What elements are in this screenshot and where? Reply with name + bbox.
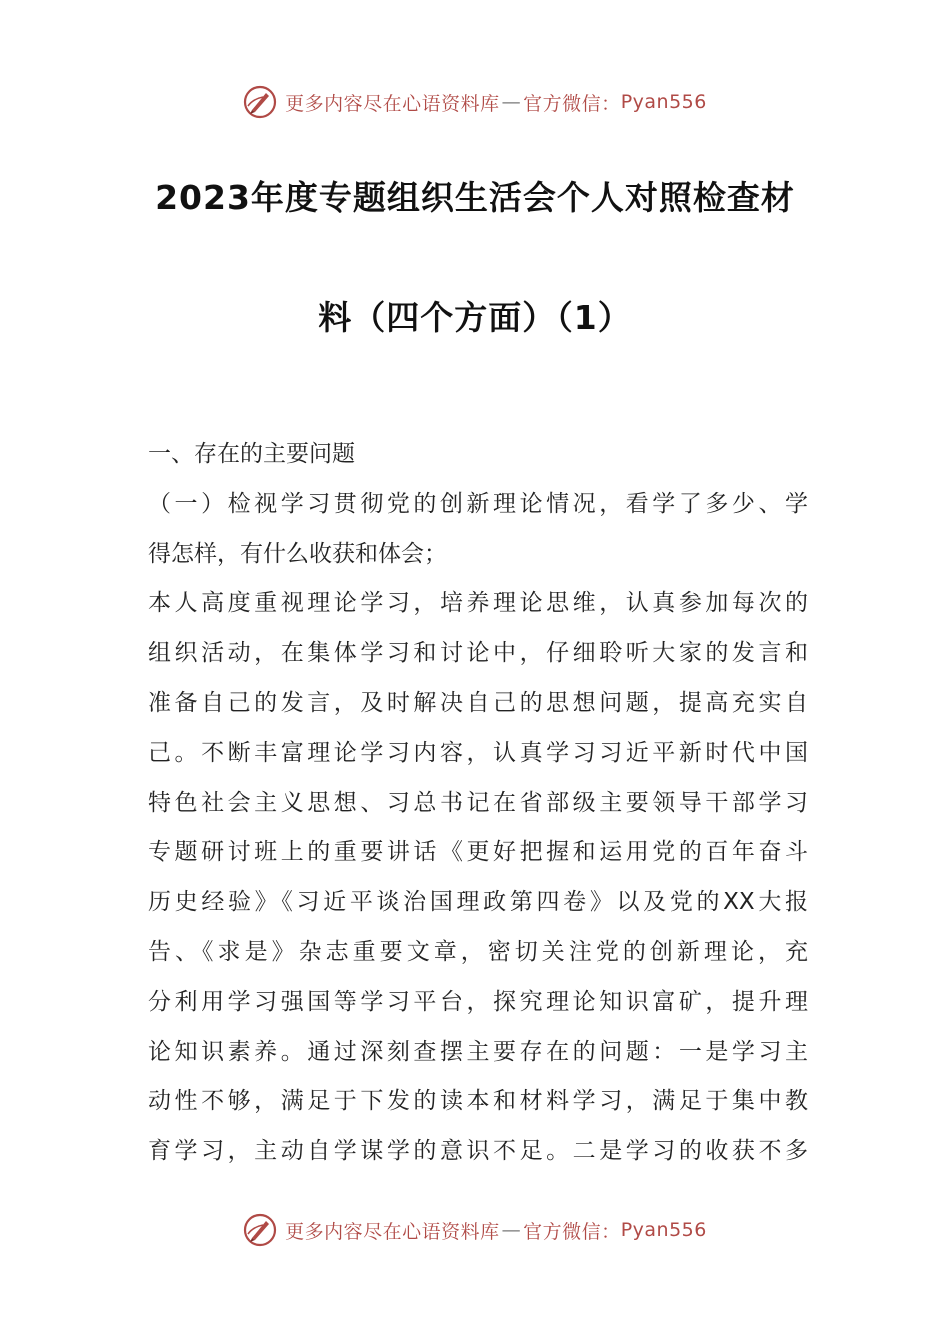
body-line: 告、《求是》杂志重要文章，密切关注党的创新理论，充: [148, 938, 808, 965]
body-line: （一）检视学习贯彻党的创新理论情况，看学了多少、学: [148, 490, 808, 517]
body-line: 历史经验》《习近平谈治国理政第四卷》以及党的XX大报: [148, 889, 808, 916]
body-line: 论知识素养。通过深刻查摆主要存在的问题：一是学习主: [148, 1038, 808, 1065]
body-line: 己。不断丰富理论学习内容，认真学习习近平新时代中国: [148, 739, 808, 766]
body-line: 准备自己的发言，及时解决自己的思想问题，提高充实自: [148, 689, 808, 716]
watermark-account: Pyan556: [620, 1219, 707, 1241]
watermark-site: 更多内容尽在心语资料库: [285, 1220, 500, 1243]
watermark-footer: [0, 1208, 950, 1252]
document-title-line-1: 2023年度专题组织生活会个人对照检查材: [155, 178, 795, 217]
document-body: [148, 430, 808, 1177]
body-line: 组织活动，在集体学习和讨论中，仔细聆听大家的发言和: [148, 640, 808, 667]
body-line: 本人高度重视理论学习，培养理论思维，认真参加每次的: [148, 590, 808, 617]
watermark-separator: —: [501, 1219, 522, 1241]
body-line: 动性不够，满足于下发的读本和材料学习，满足于集中教: [148, 1088, 808, 1115]
body-line: 分利用学习强国等学习平台，探究理论知识富矿，提升理: [148, 988, 808, 1015]
watermark-account: Pyan556: [620, 91, 707, 113]
quill-pen-icon: [243, 85, 277, 119]
section-heading: 一、存在的主要问题: [148, 441, 355, 467]
body-line: 特色社会主义思想、习总书记在省部级主要领导干部学习: [148, 789, 808, 816]
watermark-wechat-label: 官方微信：: [523, 1220, 621, 1243]
watermark-wechat-label: 官方微信：: [523, 92, 621, 115]
watermark-site: 更多内容尽在心语资料库: [285, 92, 500, 115]
quill-pen-icon: [243, 1213, 277, 1247]
document-title-line-2: 料（四个方面）（1）: [318, 298, 632, 337]
watermark-separator: —: [501, 91, 522, 113]
watermark-header: [0, 80, 950, 124]
body-line: 专题研讨班上的重要讲话《更好把握和运用党的百年奋斗: [148, 839, 808, 866]
body-line: 得怎样，有什么收获和体会；: [148, 540, 447, 567]
body-line: 育学习，主动自学谋学的意识不足。二是学习的收获不多: [148, 1138, 808, 1165]
